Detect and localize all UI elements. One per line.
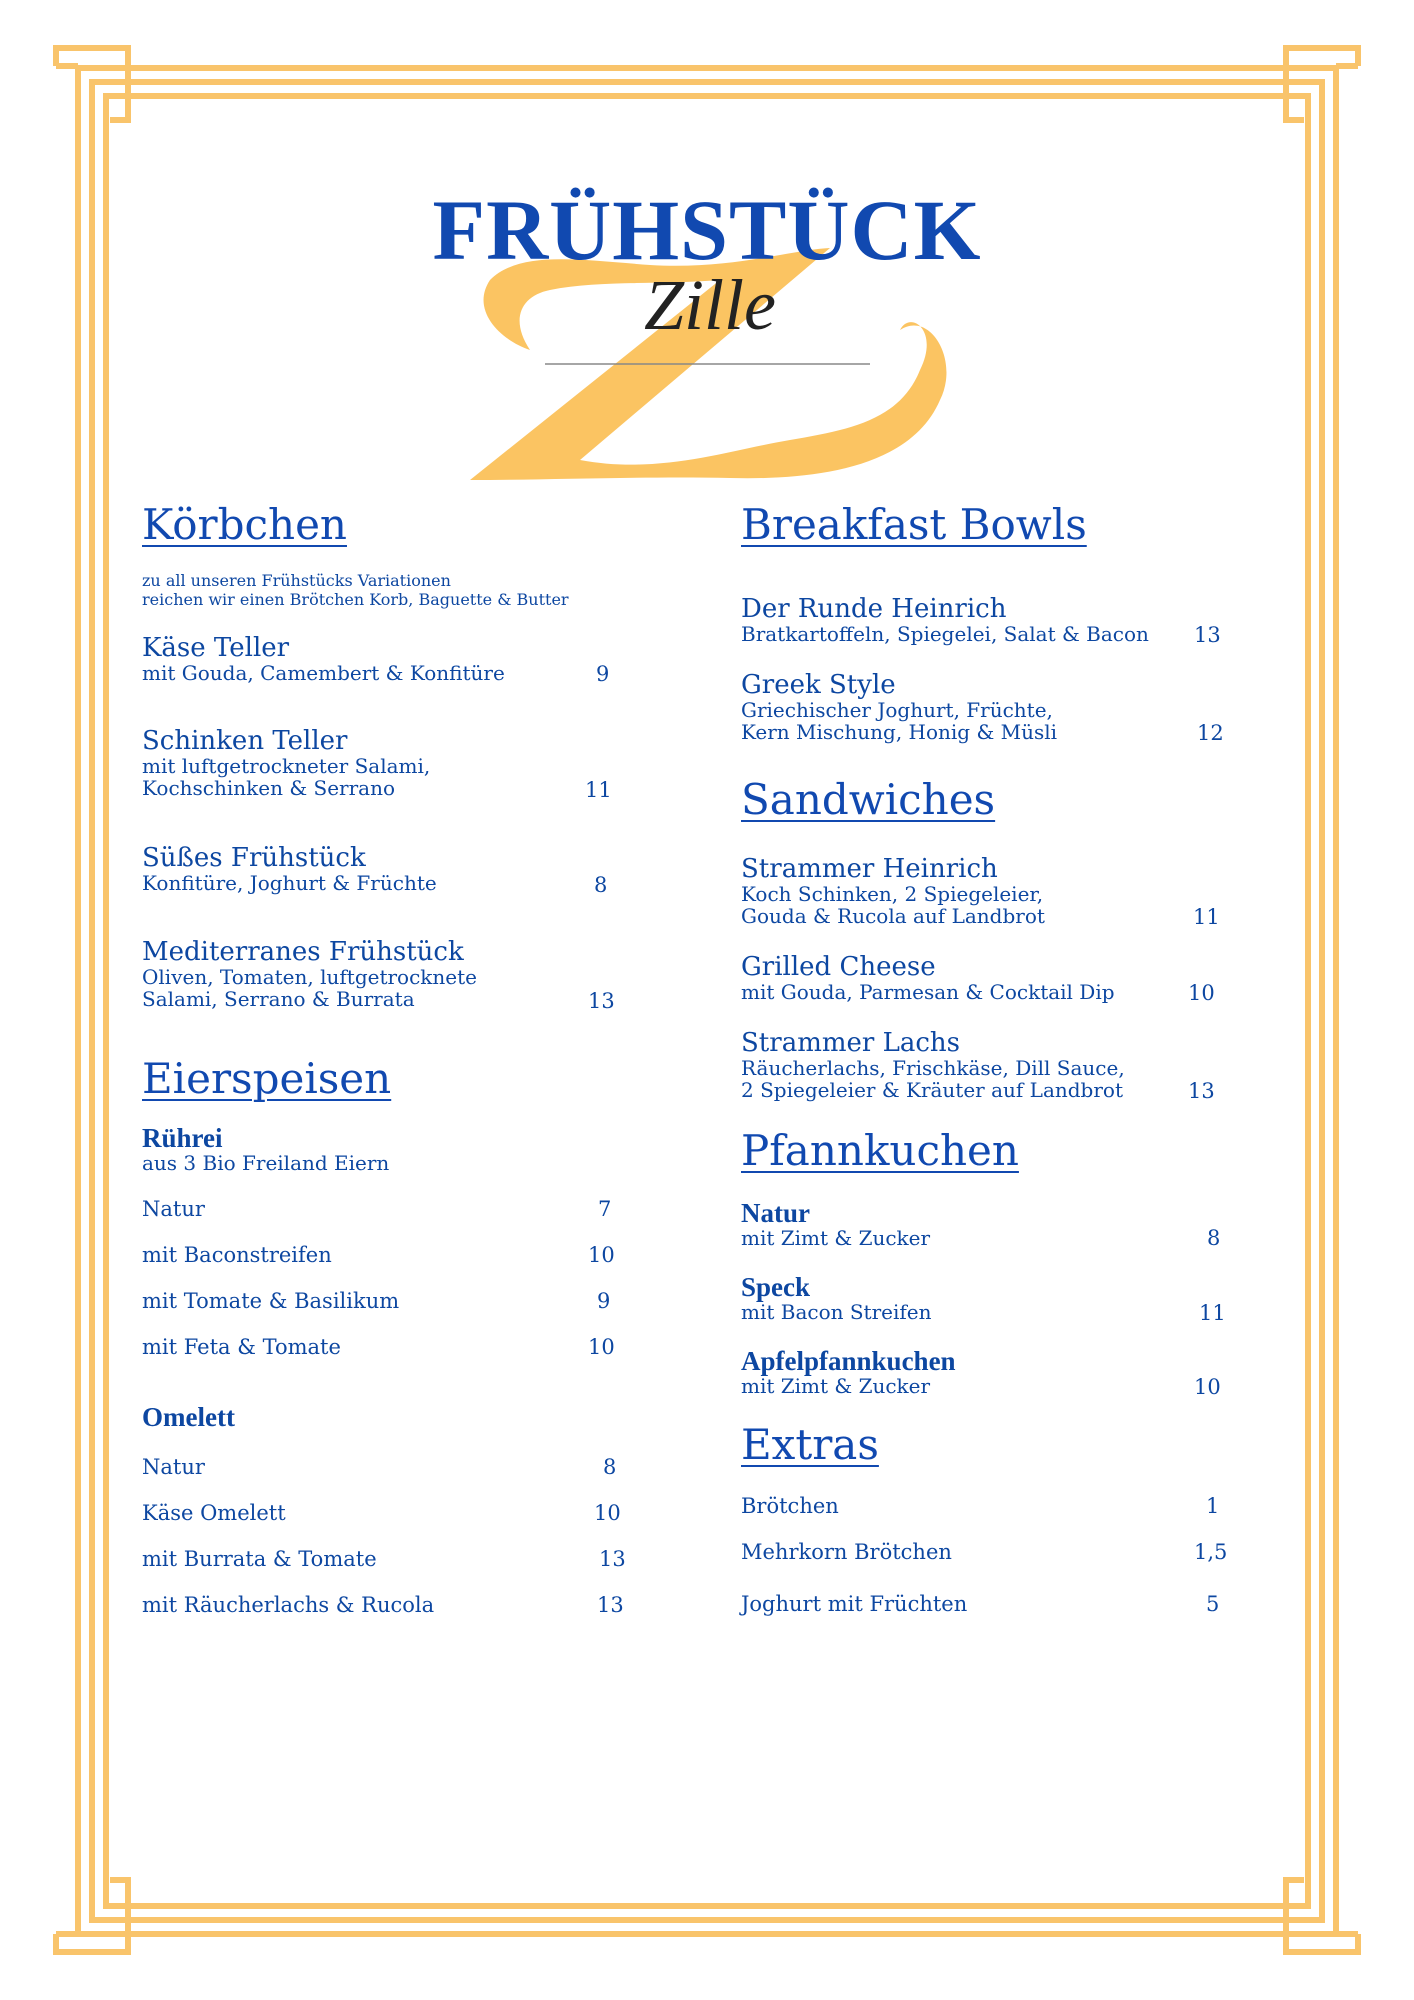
item-desc: Kern Mischung, Honig & Müsli	[741, 720, 1058, 744]
menu-item	[741, 1029, 1125, 1101]
section-heading-korbchen: Körbchen	[142, 500, 347, 549]
item-name: Mediterranes Frühstück	[142, 937, 464, 967]
item-name: Natur	[741, 1198, 810, 1228]
menu-item	[142, 1124, 389, 1174]
section-heading-eierspeisen: Eierspeisen	[142, 1054, 392, 1103]
item-desc: Koch Schinken, 2 Spiegeleier,	[741, 882, 1044, 906]
menu-item	[741, 1199, 930, 1249]
item-price: 11	[585, 778, 612, 802]
option-label: mit Tomate & Basilikum	[142, 1289, 400, 1313]
item-desc: Konfitüre, Joghurt & Früchte	[142, 871, 437, 895]
item-price: 12	[1197, 721, 1224, 745]
item-desc: 2 Spiegeleier & Kräuter auf Landbrot	[741, 1078, 1123, 1102]
menu-item	[741, 671, 1057, 743]
item-price: 13	[588, 989, 615, 1013]
item-desc: Gouda & Rucola auf Landbrot	[741, 904, 1045, 928]
option-price: 13	[597, 1593, 624, 1617]
item-price: 10	[1188, 981, 1215, 1005]
menu-item	[142, 938, 477, 1010]
option-label: mit Burrata & Tomate	[142, 1547, 377, 1571]
item-name: Rührei	[142, 1123, 223, 1153]
menu-item	[741, 953, 1115, 1003]
item-desc: Bratkartoffeln, Spiegelei, Salat & Bacon	[741, 622, 1149, 646]
item-price: 13	[1194, 623, 1221, 647]
option-price: 10	[588, 1335, 615, 1359]
option-price: 13	[599, 1547, 626, 1571]
item-desc: mit Zimt & Zucker	[741, 1374, 931, 1398]
extra-label: Brötchen	[741, 1494, 839, 1518]
item-name: Käse Teller	[142, 633, 290, 663]
option-label: mit Baconstreifen	[142, 1243, 332, 1267]
option-label: Natur	[142, 1455, 205, 1479]
omelett-heading: Omelett	[142, 1402, 235, 1432]
item-price: 8	[594, 873, 608, 897]
item-desc: mit Bacon Streifen	[741, 1300, 932, 1324]
item-name: Strammer Heinrich	[741, 854, 998, 884]
item-price: 11	[1193, 905, 1220, 929]
item-name: Speck	[741, 1272, 811, 1302]
option-label: mit Räucherlachs & Rucola	[142, 1593, 435, 1617]
korbchen-note-line2: reichen wir einen Brötchen Korb, Baguette & Butter	[142, 590, 569, 609]
item-price: 13	[1188, 1079, 1215, 1103]
menu-item	[741, 1273, 932, 1323]
option-price: 8	[603, 1455, 617, 1479]
section-heading-breakfast-bowls: Breakfast Bowls	[741, 500, 1087, 549]
menu-item	[142, 634, 505, 684]
item-price: 11	[1199, 1301, 1226, 1325]
item-name: Der Runde Heinrich	[741, 594, 1007, 624]
item-desc: Griechischer Joghurt, Früchte,	[741, 698, 1053, 722]
item-desc: aus 3 Bio Freiland Eiern	[142, 1151, 390, 1175]
item-price: 8	[1207, 1226, 1221, 1250]
option-price: 10	[588, 1243, 615, 1267]
option-label: mit Feta & Tomate	[142, 1335, 341, 1359]
section-heading-pfannkuchen: Pfannkuchen	[741, 1126, 1019, 1175]
item-desc: Räucherlachs, Frischkäse, Dill Sauce,	[741, 1056, 1125, 1080]
item-desc: Salami, Serrano & Burrata	[142, 987, 415, 1011]
korbchen-note-line1: zu all unseren Frühstücks Variationen	[142, 571, 451, 590]
option-price: 9	[597, 1289, 611, 1313]
section-heading-extras: Extras	[741, 1420, 879, 1469]
item-name: Süßes Frühstück	[142, 843, 366, 873]
item-name: Apfelpfannkuchen	[741, 1346, 956, 1376]
menu-item	[741, 1347, 956, 1397]
item-price: 9	[596, 662, 610, 686]
item-desc: Kochschinken & Serrano	[142, 776, 396, 800]
extra-price: 1,5	[1194, 1540, 1228, 1564]
item-desc: Oliven, Tomaten, luftgetrocknete	[142, 965, 478, 989]
item-name: Greek Style	[741, 670, 896, 700]
option-label: Käse Omelett	[142, 1501, 286, 1525]
option-label: Natur	[142, 1197, 205, 1221]
item-desc: mit Gouda, Camembert & Konfitüre	[142, 661, 505, 685]
item-name: Strammer Lachs	[741, 1028, 960, 1058]
menu-item	[741, 595, 1149, 645]
item-desc: mit Zimt & Zucker	[741, 1226, 931, 1250]
section-heading-sandwiches: Sandwiches	[741, 775, 996, 824]
item-desc: mit Gouda, Parmesan & Cocktail Dip	[741, 980, 1115, 1004]
menu-item	[142, 844, 437, 894]
option-price: 7	[598, 1197, 612, 1221]
item-name: Grilled Cheese	[741, 952, 936, 982]
item-desc: mit luftgetrockneter Salami,	[142, 754, 431, 778]
menu-item	[142, 727, 430, 799]
option-price: 10	[594, 1501, 621, 1525]
item-price: 10	[1194, 1375, 1221, 1399]
extra-label: Joghurt mit Früchten	[741, 1592, 968, 1616]
menu-item	[741, 855, 1045, 927]
extra-label: Mehrkorn Brötchen	[741, 1540, 952, 1564]
item-name: Schinken Teller	[142, 726, 348, 756]
extra-price: 1	[1206, 1494, 1220, 1518]
logo-word: Zille	[643, 265, 776, 345]
extra-price: 5	[1206, 1592, 1220, 1616]
page-title: FRÜHSTÜCK	[432, 182, 982, 278]
